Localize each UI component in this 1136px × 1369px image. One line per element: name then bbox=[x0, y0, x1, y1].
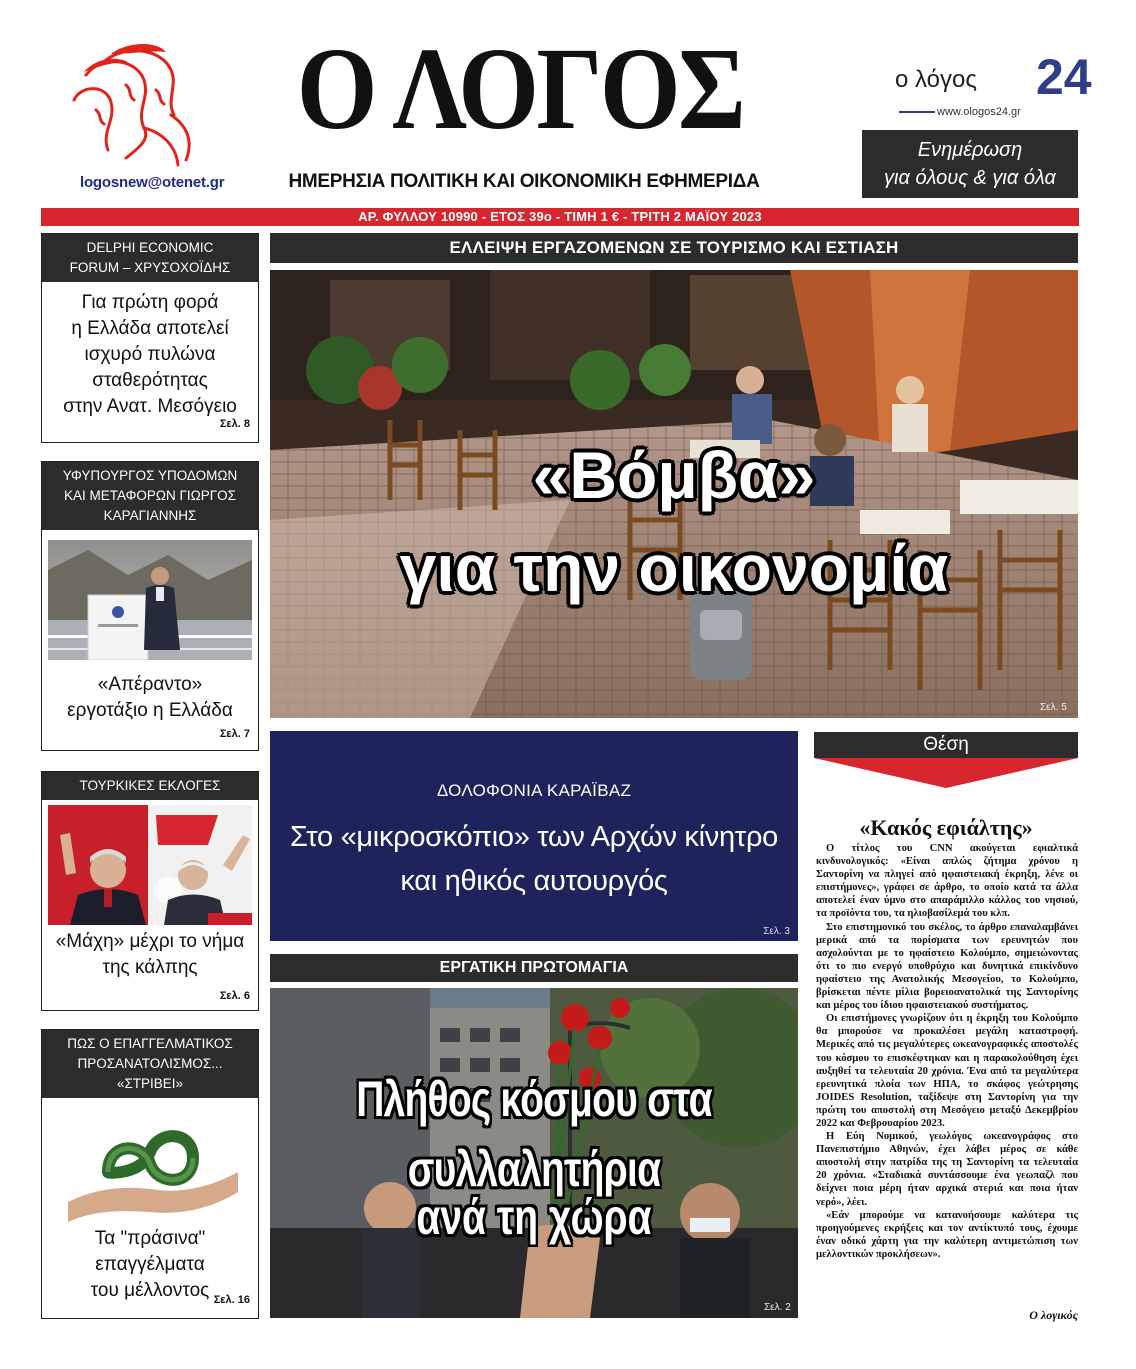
story-kicker bbox=[42, 1030, 258, 1098]
story-kicker: ΔΟΛΟΦΟΝΙΑ ΚΑΡΑΪΒΑΖ bbox=[436, 781, 632, 800]
headline-line: η Ελλάδα αποτελεί bbox=[71, 318, 229, 339]
sidebar-story-turkish-elections[interactable] bbox=[41, 771, 259, 1011]
headline-line: Στο «μικροσκόπιο» των Αρχών κίνητρο bbox=[290, 821, 778, 853]
headline-line: και ηθικός αυτουργός bbox=[400, 865, 668, 897]
story-headline[interactable] bbox=[42, 1222, 258, 1304]
editorial-paragraph: Στο επιστημονικό του σκέλος, το άρθρο επαναλαμβάνει μερικά από τα πορίσματα των ερευνητών που ασχολούνται με το ηφαίστειο Κολούμπο, σημειώνοντας ότι το πιο ενεργό υποθρύχιο και δυνητικά επικίνδυνο ηφαίστειο της Ανατολικής Μεσογείου, το Κολούμπο, βρίσκεται πέντε μίλια βορειοανατολικά της Σαντορίνης και μέρος του ίδιου ηφαιστειακού συστήματος. bbox=[816, 921, 1078, 1012]
kicker-line: ΠΩΣ Ο ΕΠΑΓΓΕΛΜΑΤΙΚΟΣ bbox=[67, 1036, 233, 1051]
story-kicker bbox=[42, 462, 258, 530]
headline-line: στην Ανατ. Μεσόγειο bbox=[63, 396, 237, 417]
headline-line: εργοτάξιο η Ελλάδα bbox=[67, 700, 233, 721]
page-reference: Σελ. 3 bbox=[763, 926, 790, 937]
kicker-line: FORUM – ΧΡΥΣΟΧΟΪΔΗΣ bbox=[69, 260, 231, 275]
brand24-number: 24 bbox=[1036, 49, 1092, 105]
sidebar-story-karagiannis[interactable] bbox=[41, 461, 259, 751]
kicker-line: DELPHI ECONOMIC bbox=[86, 240, 214, 255]
main-headline-line-2[interactable]: για την οικονομία bbox=[399, 531, 949, 605]
headline-line: Τα "πράσινα" bbox=[94, 1228, 206, 1249]
headline-line: ισχυρό πυλώνα bbox=[84, 344, 216, 365]
tagline-box bbox=[862, 130, 1078, 198]
may-day-kicker: ΕΡΓΑΤΙΚΗ ΠΡΩΤΟΜΑΓΙΑ bbox=[270, 954, 798, 982]
main-headline-line-1[interactable]: «Βόμβα» bbox=[532, 438, 816, 512]
brand24-url[interactable]: www.ologos24.gr bbox=[937, 106, 1021, 118]
editorial-title[interactable]: «Κακός εφιάλτης» bbox=[859, 815, 1033, 840]
story-kicker bbox=[42, 772, 258, 800]
editorial-body bbox=[816, 842, 1078, 1261]
brand24-name: ο λόγος bbox=[895, 66, 977, 93]
tagline-line-1: Ενημέρωση bbox=[917, 139, 1023, 161]
kicker-line: ΤΟΥΡΚΙΚΕΣ ΕΚΛΟΓΕΣ bbox=[79, 778, 221, 793]
kicker-line: ΚΑΡΑΓΙΑΝΝΗΣ bbox=[103, 508, 197, 523]
newspaper-title: Ο ΛΟΓΟΣ bbox=[296, 23, 744, 154]
newspaper-subtitle: ΗΜΕΡΗΣΙΑ ΠΟΛΙΤΙΚΗ ΚΑΙ ΟΙΚΟΝΟΜΙΚΗ ΕΦΗΜΕΡΙΔΑ bbox=[288, 171, 760, 192]
minister-podium-photo bbox=[48, 540, 252, 660]
editorial-paragraph: Οι επιστήμονες γνωρίζουν ότι η έκρηξη του Κολούμπο θα μπορούσε να προκαλέσει μεγάλη καταστροφή. Μερικές από τις μεγαλύτερες ωκεανογραφικές αποστολές του κόσμου το επισκέφτηκαν και η παρακολούθηση έχει αυξηθεί τα τελευταία 20 χρόνια. Ένα από τα μεγαλύτερα ερευνητικά πλοία των ΗΠΑ, το σκάφος γεώτρησης JOIDES Resolution, ταξίδεψε στη Σαντορίνη για την πρώτη του αποστολή στη Μεσόγειο μεταξύ Δεκεμβρίου 2022 και Φεβρουαρίου 2023. bbox=[816, 1013, 1078, 1129]
page-reference: Σελ. 7 bbox=[219, 728, 250, 740]
sidebar-story-green-jobs[interactable] bbox=[41, 1029, 259, 1319]
editorial-paragraph: «Εάν μπορούμε να κατανοήσουμε καλύτερα τις προηγούμενες εκρήξεις και τον αντίκτυπό τους, έχουμε έναν οδικό χάρτη για την καλύτερη αντιμετώπιση των μελλοντικών προκλήσεων». bbox=[816, 1209, 1078, 1260]
may-day-page-reference: Σελ. 2 bbox=[764, 1302, 791, 1313]
headline-line: επαγγέλματα bbox=[95, 1254, 205, 1275]
editorial-paragraph: Ο τίτλος του CNN ακούγεται εφιαλτικά κινδυνολογικός: «Είναι απλώς ζήτημα χρόνου η Σαντορίνη να πληγεί από ηφαιστειακή έκρηξη, λένε οι επιστήμονες», γράφει σε άρθρο, το οποίο κατά τα άλλα αποτελεί έναν ύμνο στο απαράμιλλο κάλλος του νησιού, τα προϊόντα του, τα ηλιοβασίλεμά του κλπ. bbox=[816, 843, 1078, 920]
kicker-line: ΚΑΙ ΜΕΤΑΦΟΡΩΝ ΓΙΩΡΓΟΣ bbox=[63, 488, 237, 503]
sidebar-story-delphi[interactable] bbox=[41, 233, 259, 443]
tagline-line-2: για όλους & για όλα bbox=[884, 167, 1056, 189]
karaivaz-story-box[interactable] bbox=[270, 731, 798, 941]
headline-line: Για πρώτη φορά bbox=[81, 292, 219, 313]
headline-line: του μέλλοντος bbox=[90, 1280, 210, 1301]
editorial-red-triangle-icon bbox=[814, 758, 1078, 788]
green-infinity-hand-photo bbox=[48, 1102, 252, 1222]
brand24-underline bbox=[899, 111, 935, 113]
main-story-kicker: ΕΛΛΕΙΨΗ ΕΡΓΑΖΟΜΕΝΩΝ ΣΕ ΤΟΥΡΙΣΜΟ ΚΑΙ ΕΣΤΙΑΣΗ bbox=[270, 233, 1078, 263]
story-kicker bbox=[42, 234, 258, 282]
page-reference: Σελ. 16 bbox=[213, 1294, 250, 1306]
issue-info-bar: ΑΡ. ΦΥΛΛΟΥ 10990 - ΕΤΟΣ 39ο - ΤΙΜΗ 1 € - ΤΡΙΤΗ 2 ΜΑΪΟΥ 2023 bbox=[41, 208, 1079, 226]
contact-email[interactable]: logosnew@otenet.gr bbox=[80, 174, 225, 191]
newspaper-logo-faces-icon bbox=[66, 40, 206, 170]
story-headline[interactable] bbox=[42, 660, 258, 724]
headline-line: «Απέραντο» bbox=[97, 674, 203, 695]
may-day-headline-line-1[interactable]: Πλήθος κόσμου στα συλλαλητήρια bbox=[356, 1071, 712, 1197]
headline-line: σταθερότητας bbox=[92, 370, 208, 391]
kicker-line: ΥΦΥΠΟΥΡΓΟΣ ΥΠΟΔΟΜΩΝ bbox=[62, 468, 238, 483]
erdogan-kilicdaroglu-photo bbox=[48, 805, 252, 925]
editorial-paragraph: Η Εύη Νομικού, γεωλόγος ωκεανογράφος στο Πανεπιστήμιο Αθηνών, έχει λάβει μέρος σε κάθε αποστολή στην πατρίδα της τη Σαντορίνη τα τελευταία 20 χρόνια. «Σταδιακά συντάσσουμε ένα γεωπαζλ που δείχνει ποια μέρη ήταν αρχικά στεριά και ποια ήταν νερό», λέει. bbox=[816, 1131, 1078, 1208]
may-day-headline-line-2[interactable]: ανά τη χώρα bbox=[416, 1189, 652, 1245]
editorial-section-label: Θέση bbox=[814, 732, 1078, 758]
headline-line: «Μάχη» μέχρι το νήμα bbox=[55, 931, 245, 952]
story-headline[interactable] bbox=[42, 282, 258, 420]
page-reference: Σελ. 8 bbox=[219, 418, 250, 430]
story-headline bbox=[270, 815, 798, 903]
headline-line: της κάλπης bbox=[102, 957, 198, 978]
editorial-signature: Ο λογικός bbox=[1029, 1308, 1078, 1322]
main-page-reference: Σελ. 5 bbox=[1040, 702, 1067, 713]
page-reference: Σελ. 6 bbox=[219, 990, 250, 1002]
ologos24-brand[interactable] bbox=[893, 46, 1092, 126]
kicker-line: ΠΡΟΣΑΝΑΤΟΛΙΣΜΟΣ... «ΣΤΡΙΒΕΙ» bbox=[77, 1056, 223, 1091]
story-headline[interactable] bbox=[42, 925, 258, 981]
